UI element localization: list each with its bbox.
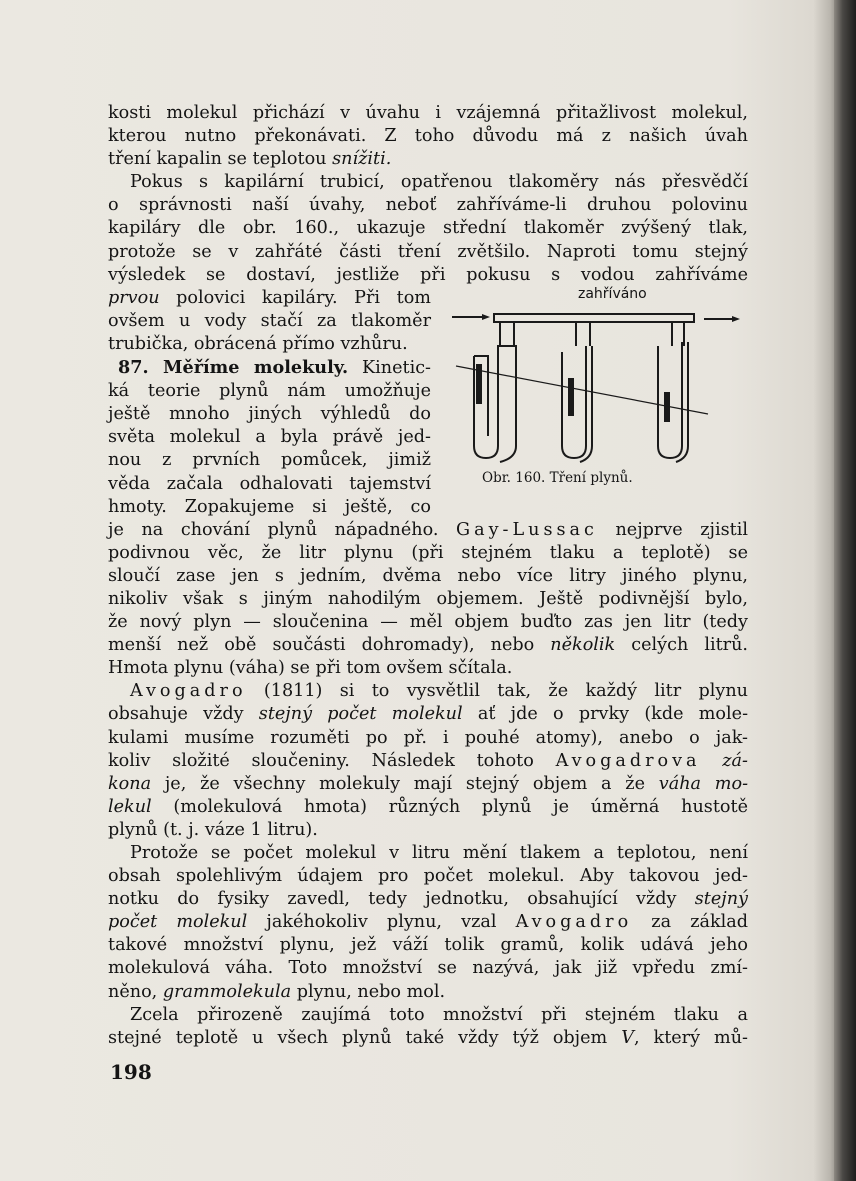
emphasis-text: snížiti. (332, 149, 392, 170)
text-line: Protože se počet molekul v litru mění tlakem a teplotou, není (130, 843, 748, 863)
text-line (108, 519, 748, 542)
text-line: že nový plyn — sloučenina — měl objem buďto zas jen litr (tedy (108, 612, 748, 633)
text-line: nou z prvních pomůcek, jimiž (108, 450, 431, 471)
liquid-columns (476, 364, 670, 422)
text-line (108, 1027, 748, 1050)
text-line (108, 911, 748, 934)
middle-manometer-stem (576, 322, 590, 346)
text-line (108, 356, 431, 380)
text-span: Kinetic- (348, 358, 432, 379)
text-line: sloučí zase jen s jedním, dvěma nebo více litry jiného plynu, (108, 565, 748, 586)
text-line (108, 981, 748, 1004)
inlet-arrowhead (482, 314, 490, 320)
emphasis-text: lekul (108, 796, 152, 817)
text-line: o správnosti naší úvahy, neboť zahříváme-li druhou polovinu (108, 195, 748, 216)
paragraph-1 (108, 102, 748, 171)
text-line: obsah spolehlivým údajem pro počet molekul. Aby takovou jed- (108, 866, 748, 887)
left-manometer-stem (500, 322, 514, 346)
emphasis-text: stejný počet molekul (258, 704, 463, 725)
emphasis-text: počet molekul (108, 912, 248, 933)
capillary-tube (494, 314, 694, 322)
figure-top-label: zahříváno (578, 286, 647, 302)
paragraph-5 (108, 842, 748, 1004)
text-line: výsledek se dostaví, jestliže při pokusu s vodou zahříváme (108, 264, 748, 285)
emphasis-text: váha mo- (658, 773, 749, 794)
text-span: obsahuje vždy (108, 704, 259, 725)
text-span: za základ (632, 912, 749, 933)
text-span: nejprve zjistil (597, 519, 748, 540)
text-line: Zcela přirozeně zaujímá toto množství při stejném tlaku a (130, 1004, 748, 1025)
text-line (108, 773, 748, 796)
text-line: světa molekul a byla právě jed- (108, 427, 431, 448)
text-line: molekulová váha. Toto množství se nazývá, jak již vpředu zmí- (108, 958, 748, 979)
text-span: stejné teplotě u všech plynů také vždy týž objem (108, 1027, 622, 1048)
figure-160 (452, 286, 748, 492)
emphasis-text: kona (108, 773, 152, 794)
text-span: notku do fysiky zavedl, tedy jednotku, obsahující vždy (108, 889, 695, 910)
page-number: 198 (110, 1060, 152, 1084)
text-span: polovici kapiláry. Při tom (159, 287, 431, 308)
text-line: takové množství plynu, jež váží tolik gramů, kolik udává jeho (108, 935, 748, 956)
middle-liquid-column (568, 378, 574, 416)
book-binding-shadow (834, 0, 856, 1181)
text-span: (1811) si to vysvětlil tak, že každý litr plynu (246, 681, 748, 702)
text-span: koliv složité sloučeniny. Následek tohoto (108, 750, 556, 771)
text-span: tření kapalin se teplotou (108, 149, 333, 170)
emphasis-text: grammolekula (162, 981, 292, 1002)
text-span: (molekulová hmota) různých plynů je úměrná hustotě (151, 796, 748, 817)
emphasis-text: V (621, 1027, 634, 1048)
right-manometer-u (658, 342, 688, 462)
emphasis-text: zá- (700, 750, 748, 771)
section-heading: 87. Měříme molekuly. (118, 357, 349, 379)
body-text (108, 102, 748, 1050)
text-line: podivnou věc, že litr plynu (při stejném tlaku a teplotě) se (108, 542, 748, 563)
text-line: trubička, obrácená přímo vzhůru. (108, 333, 408, 354)
text-span: je, že všechny molekuly mají stejný objem a že (151, 773, 659, 794)
text-span: celých litrů. (615, 635, 748, 656)
text-line (108, 148, 748, 171)
text-line (108, 888, 748, 911)
pressure-drop-line (456, 366, 708, 414)
emphasis-text: několik (550, 635, 616, 656)
text-line (108, 796, 748, 819)
text-line (108, 287, 431, 310)
text-line: protože se v zahřáté části tření zvětšilo. Naproti tomu stejný (108, 241, 748, 262)
emphasis-text: stejný (694, 889, 748, 910)
text-line: kulami musíme rozuměti po př. i pouhé atomy), anebo o jak- (108, 727, 748, 748)
text-span: menší než obě součásti dohromady), nebo (108, 635, 551, 656)
outlet-arrowhead (732, 316, 740, 322)
text-line (108, 634, 748, 657)
text-span: , který mů- (633, 1027, 748, 1048)
text-line: ovšem u vody stačí za tlakoměr (108, 310, 431, 331)
text-line: kapiláry dle obr. 160., ukazuje střední tlakoměr zvýšený tlak, (108, 218, 748, 239)
paragraph-4 (108, 680, 748, 842)
text-line (108, 680, 748, 703)
text-line: Pokus s kapilární trubicí, opatřenou tlakoměry nás přesvědčí (130, 172, 748, 193)
spaced-name: Gay-Lussac (456, 519, 598, 540)
emphasis-text: prvou (108, 287, 160, 308)
figure-caption: Obr. 160. Tření plynů. (482, 470, 633, 486)
text-line: plynů (t. j. váze 1 litru). (108, 819, 318, 840)
text-span: je na chování plynů nápadného. (108, 519, 457, 540)
text-line (108, 750, 748, 773)
spaced-name: Avogadrova (555, 750, 701, 771)
text-line: věda začala odhalovati tajemství (108, 473, 431, 494)
text-line (108, 703, 748, 726)
text-line: Hmota plynu (váha) se při tom ovšem sčítala. (108, 658, 513, 679)
text-span: plynu, nebo mol. (291, 981, 446, 1002)
text-line: kosti molekul přichází v úvahu i vzájemná přitažlivost molekul, (108, 103, 748, 123)
text-line: nikoliv však s jiným nahodilým objemem. Ještě podivnější bylo, (108, 588, 748, 609)
capillary-diagram (452, 286, 748, 492)
spaced-name: Avogadro (130, 681, 247, 702)
text-span: ať jde o prvky (kde mole- (462, 704, 749, 725)
text-line: hmoty. Zopakujeme si ještě, co (108, 496, 431, 517)
text-span: jakéhokoliv plynu, vzal (247, 912, 516, 933)
spaced-name: Avogadro (515, 912, 633, 933)
text-line: ká teorie plynů nám umožňuje (108, 381, 431, 402)
middle-manometer-u (562, 346, 592, 462)
text-line: ještě mnoho jiných výhledů do (108, 404, 431, 425)
text-span: něno, (108, 981, 163, 1002)
paragraph-6 (108, 1004, 748, 1050)
text-line: kterou nutno překonávati. Z toho důvodu má z našich úvah (108, 126, 748, 147)
